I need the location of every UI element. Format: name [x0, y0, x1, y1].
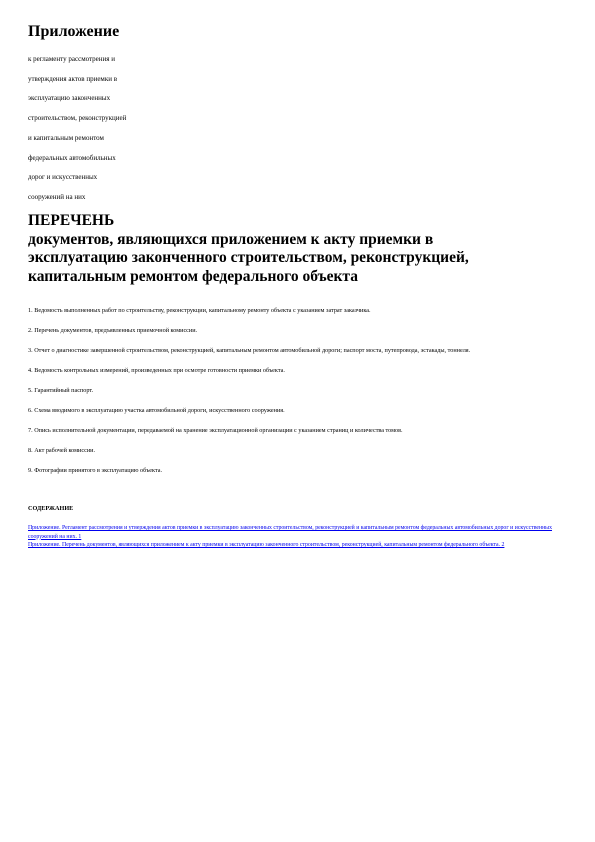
list-title-line: эксплуатацию законченного строительством, реконструкцией, [28, 249, 469, 266]
list-item: 5. Гарантийный паспорт. [28, 387, 94, 394]
list-item: 2. Перечень документов, предъявленных приемочной комиссии. [28, 327, 198, 334]
list-item: 3. Отчет о диагностике завершенной строительством, реконструкцией, капитальным ремонтом автомобильной дороги; паспорт моста, путепровода, эстакады, тоннеля. [28, 347, 471, 354]
appendix-reference-line: сооружений на них [28, 192, 86, 201]
list-item: 7. Опись исполнительной документации, передаваемой на хранение эксплуатационной организации с указанием страниц и количества томов. [28, 427, 403, 434]
appendix-reference-line: к регламенту рассмотрения и [28, 55, 115, 63]
toc-link[interactable]: Приложение. Перечень документов, являющихся приложением к акту приемки в эксплуатацию законченного строительством, реконструкцией, капитальным ремонтом федерального объекта. 2 [28, 542, 505, 549]
table-of-contents [28, 524, 573, 550]
appendix-reference-line: дорог и искусственных [28, 173, 98, 182]
toc-entry [28, 524, 573, 541]
list-title [28, 212, 588, 286]
list-title-line: ПЕРЕЧЕНЬ [28, 212, 115, 229]
appendix-reference-line: и капитальным ремонтом [28, 133, 104, 142]
toc-link[interactable]: Приложение. Регламент рассмотрения и утверждения актов приемки в эксплуатацию законченных строительством, реконструкцией и капитальным ремонтом федеральных автомобильных дорог и искусственных сооружений на них. 1 [28, 525, 552, 540]
list-title-line: документов, являющихся приложением к акту приемки в [28, 230, 434, 248]
document-list [28, 306, 573, 486]
list-title-line: капитальным ремонтом федерального объекта [28, 267, 358, 285]
list-item: 6. Схема вводимого в эксплуатацию участка автомобильной дороги, искусственного сооружения. [28, 407, 285, 414]
list-item: 4. Ведомость контрольных измерений, произведенных при осмотре готовности приемки объекта. [28, 367, 285, 374]
list-item: 1. Ведомость выполненных работ по строительству, реконструкции, капитальному ремонту объекта с указанием затрат заказчика. [28, 307, 371, 314]
appendix-reference-line: строительством, реконструкцией [28, 114, 127, 123]
appendix-reference-line: утверждения актов приемки в [28, 74, 118, 83]
appendix-reference-line: эксплуатацию законченных [28, 94, 111, 103]
list-item: 8. Акт рабочей комиссии. [28, 447, 96, 454]
appendix-reference-line: федеральных автомобильных [28, 153, 116, 162]
toc-entry [28, 541, 573, 550]
appendix-reference-block [28, 50, 288, 208]
appendix-heading: Приложение [28, 23, 120, 40]
list-item: 9. Фотографии принятого в эксплуатацию объекта. [28, 467, 163, 474]
toc-heading: СОДЕРЖАНИЕ [28, 505, 74, 512]
